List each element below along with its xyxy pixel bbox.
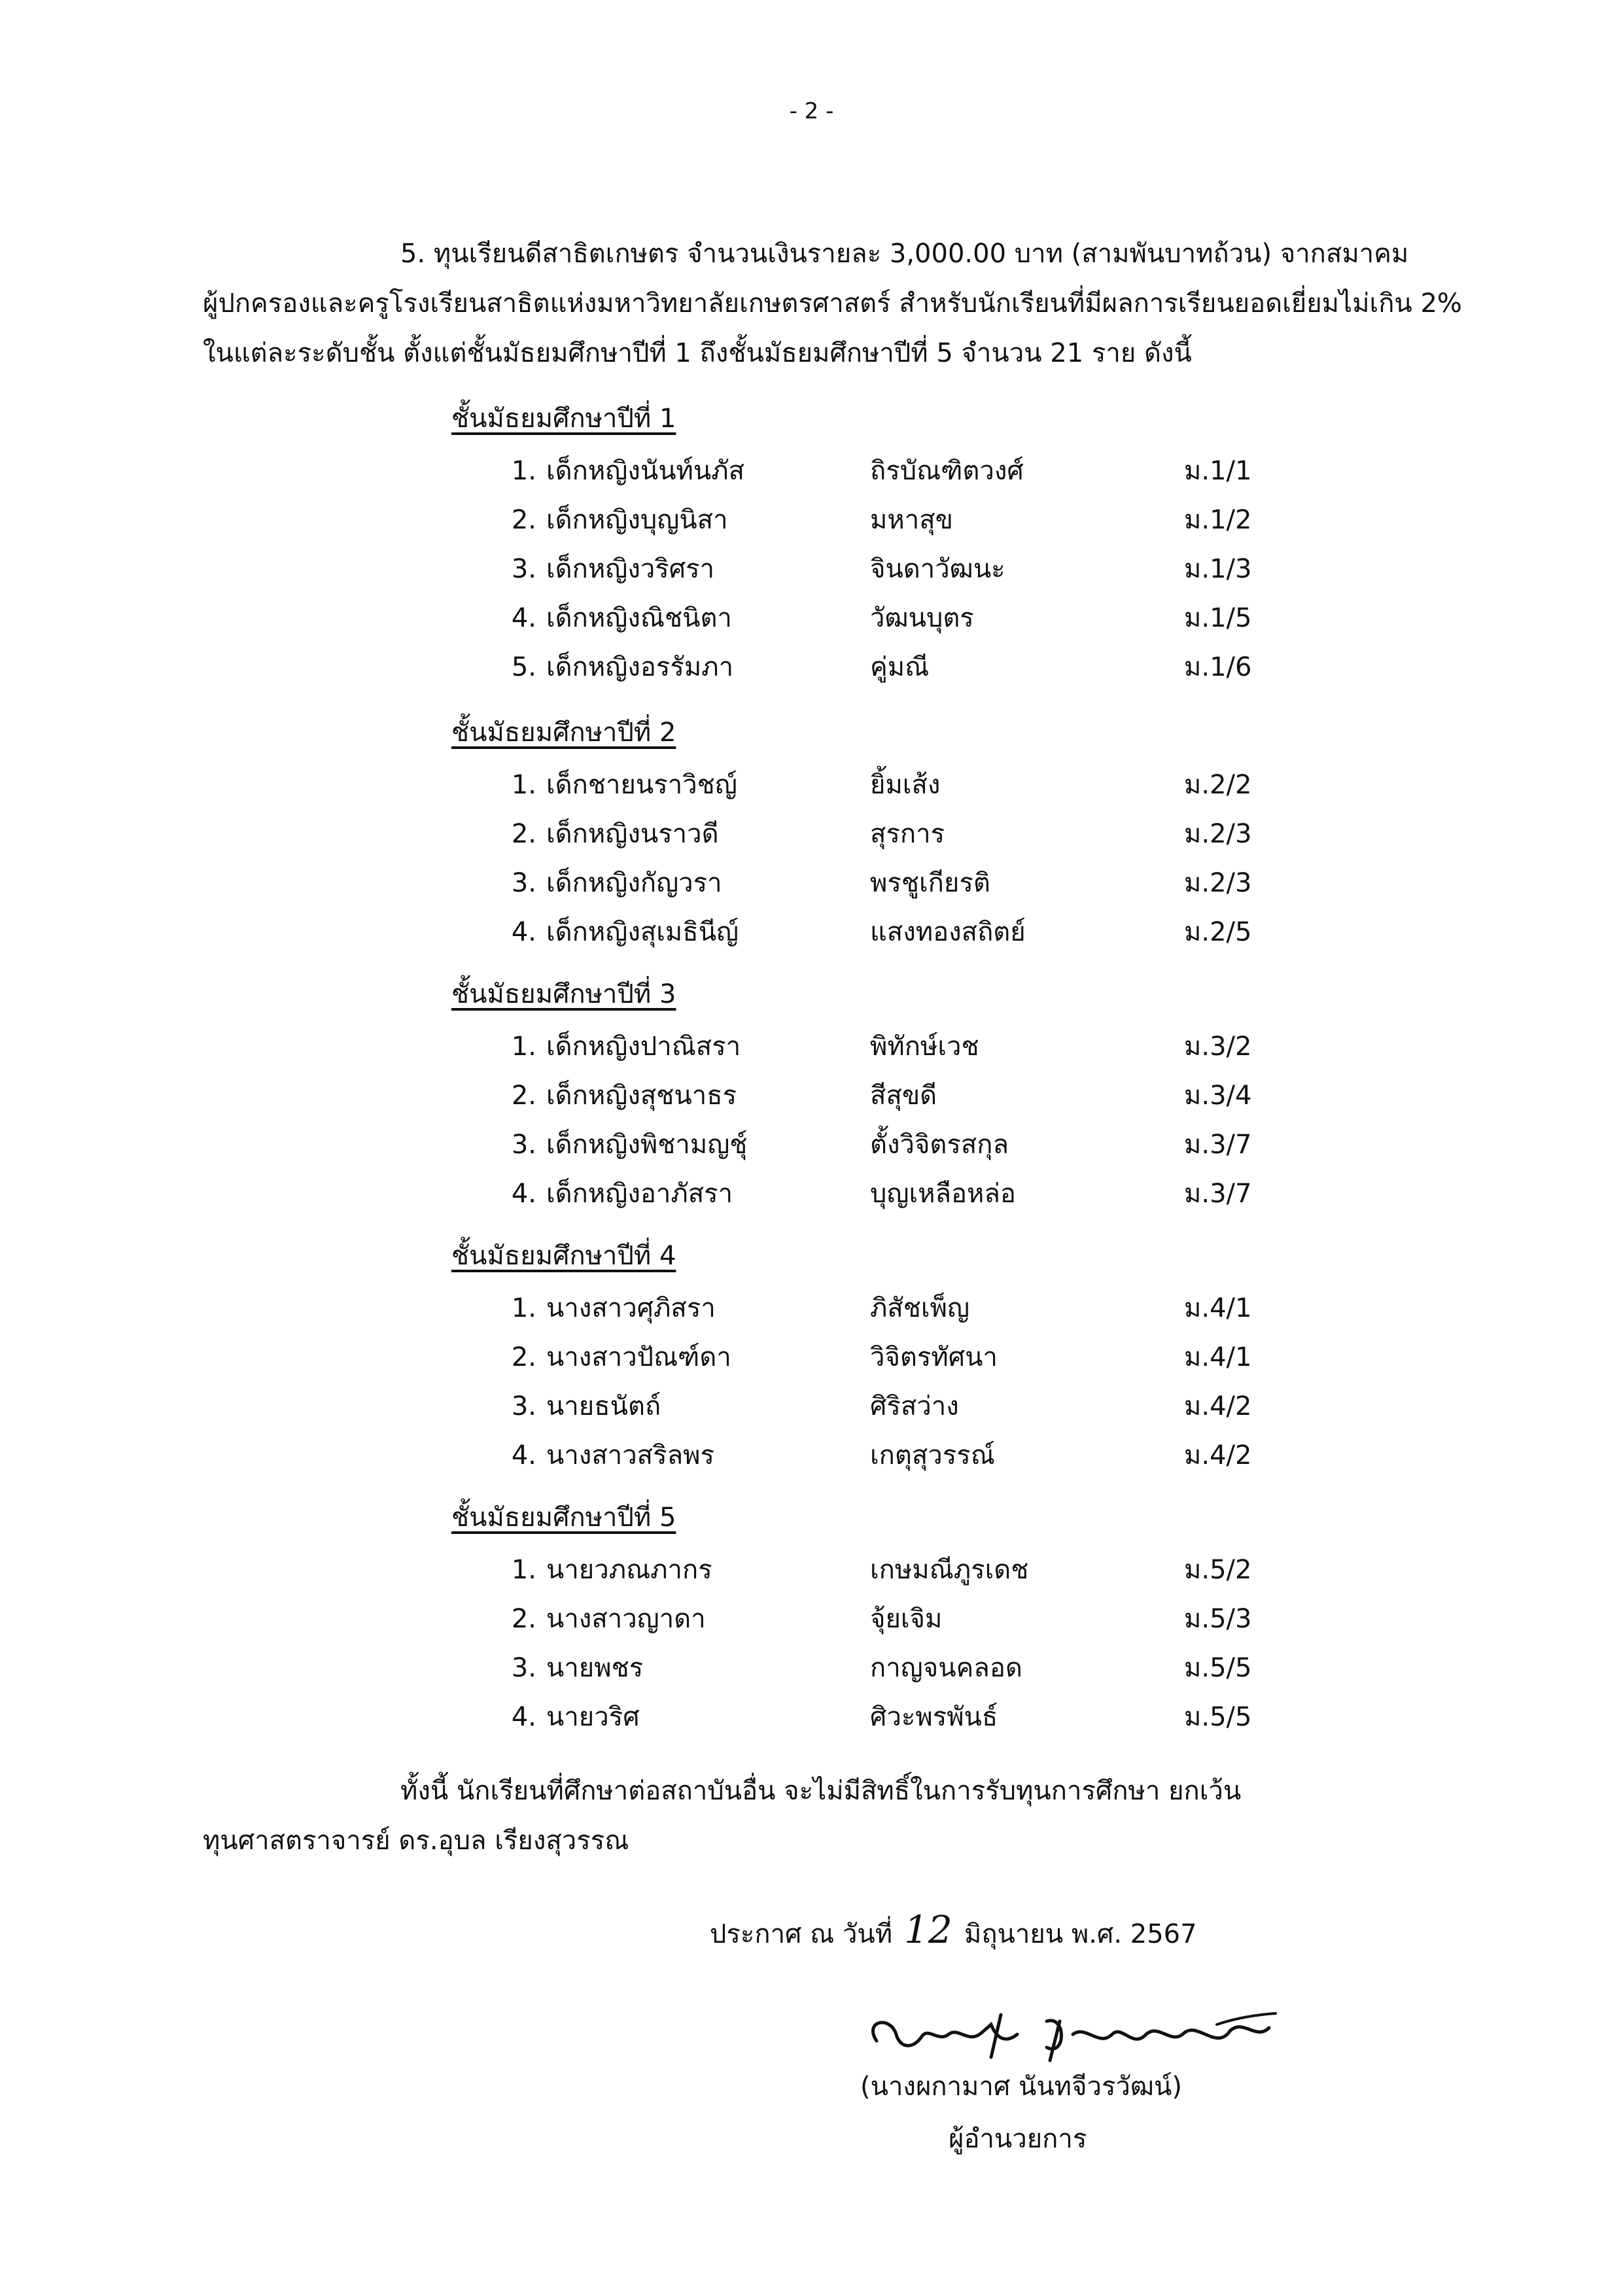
student-name: เด็กหญิงสุเมธินีญ์: [546, 917, 739, 947]
student-name: นายวริศ: [546, 1702, 640, 1732]
student-number: 1.: [511, 1293, 536, 1323]
student-number: 5.: [511, 652, 536, 682]
student-surname: สีสุขดี: [870, 1081, 937, 1111]
student-name: เด็กหญิงวริศรา: [546, 554, 715, 584]
student-name: เด็กหญิงกัญวรา: [546, 868, 722, 898]
student-surname: เกษมณีภูรเดช: [870, 1555, 1029, 1585]
student-row: [203, 648, 1446, 687]
student-number: 1.: [511, 456, 536, 486]
announcement-day: 12: [904, 1907, 952, 1952]
section-title: ชั้นมัธยมศึกษาปีที่ 1: [451, 404, 676, 434]
student-name: นายวภณภากร: [546, 1555, 712, 1585]
student-number: 4.: [511, 1179, 536, 1209]
student-name: นางสาวสริลพร: [546, 1440, 714, 1470]
student-number: 4.: [511, 1440, 536, 1470]
student-surname: คู่มณี: [870, 652, 930, 682]
student-row: [203, 1436, 1446, 1475]
student-row: [203, 814, 1446, 854]
student-class: ม.1/5: [1184, 603, 1252, 633]
intro-paragraph: [203, 229, 1462, 378]
signer-title: ผู้อำนวยการ: [949, 2124, 1087, 2154]
student-row: [203, 913, 1446, 952]
student-row: [203, 1599, 1446, 1639]
student-surname: วัฒนบุตร: [870, 603, 974, 633]
student-class: ม.4/2: [1184, 1440, 1252, 1470]
student-number: 1.: [511, 770, 536, 800]
student-surname: พิทักษ์เวช: [870, 1032, 979, 1062]
student-surname: วิจิตรทัศนา: [870, 1342, 998, 1372]
section-title: ชั้นมัธยมศึกษาปีที่ 3: [451, 979, 676, 1009]
student-number: 4.: [511, 1702, 536, 1732]
student-name: เด็กหญิงสุชนาธร: [546, 1081, 737, 1111]
student-class: ม.1/2: [1184, 505, 1252, 535]
page-number: - 2 -: [789, 98, 834, 124]
student-row: [203, 549, 1446, 589]
student-class: ม.3/7: [1184, 1179, 1252, 1209]
student-row: [203, 765, 1446, 805]
student-row: [203, 1387, 1446, 1426]
student-name: นางสาวปัณฑ์ดา: [546, 1342, 731, 1372]
student-number: 1.: [511, 1032, 536, 1062]
student-number: 3.: [511, 554, 536, 584]
student-surname: บุญเหลือหล่อ: [870, 1179, 1016, 1209]
announcement-prefix: ประกาศ ณ วันที่: [710, 1919, 893, 1949]
student-surname: ถิรบัณฑิตวงศ์: [870, 456, 1024, 486]
student-class: ม.5/3: [1184, 1604, 1252, 1634]
student-surname: กาญจนคลอด: [870, 1653, 1022, 1683]
student-number: 2.: [511, 1342, 536, 1372]
student-row: [203, 1174, 1446, 1213]
signer-name: (นางผกามาศ นันทจีวรวัฒน์): [860, 2072, 1182, 2102]
student-name: เด็กหญิงนันท์นภัส: [546, 456, 745, 486]
student-row: [203, 863, 1446, 903]
announcement-suffix: มิถุนายน พ.ศ. 2567: [964, 1919, 1197, 1949]
student-surname: ศิริสว่าง: [870, 1391, 959, 1421]
student-surname: พรชูเกียรติ: [870, 868, 990, 898]
student-name: เด็กหญิงอาภัสรา: [546, 1179, 733, 1209]
student-name: เด็กหญิงณิชนิตา: [546, 603, 732, 633]
section-title: ชั้นมัธยมศึกษาปีที่ 2: [451, 718, 676, 748]
student-class: ม.2/2: [1184, 770, 1252, 800]
student-row: [203, 1550, 1446, 1590]
student-number: 2.: [511, 505, 536, 535]
student-row: [203, 599, 1446, 638]
intro-line-2: ผู้ปกครองและครูโรงเรียนสาธิตแห่งมหาวิทยาลัยเกษตรศาสตร์ สำหรับนักเรียนที่มีผลการเรียนยอดเยี่ยมไม่เกิน 2%: [203, 288, 1462, 319]
intro-line-3: ในแต่ละระดับชั้น ตั้งแต่ชั้นมัธยมศึกษาปีที่ 1 ถึงชั้นมัธยมศึกษาปีที่ 5 จำนวน 21 ราย ดังนี้: [203, 338, 1192, 368]
student-name: นางสาวญาดา: [546, 1604, 706, 1634]
student-class: ม.1/3: [1184, 554, 1252, 584]
student-surname: สุรการ: [870, 819, 945, 849]
student-class: ม.2/3: [1184, 868, 1252, 898]
closing-line-2: ทุนศาสตราจารย์ ดร.อุบล เรียงสุวรรณ: [203, 1826, 629, 1856]
student-row: [203, 1648, 1446, 1688]
student-class: ม.3/2: [1184, 1032, 1252, 1062]
student-surname: เกตุสุวรรณ์: [870, 1440, 995, 1470]
student-class: ม.4/2: [1184, 1391, 1252, 1421]
section-title: ชั้นมัธยมศึกษาปีที่ 5: [451, 1503, 676, 1533]
section-title: ชั้นมัธยมศึกษาปีที่ 4: [451, 1241, 676, 1271]
closing-line-1: ทั้งนี้ นักเรียนที่ศึกษาต่อสถาบันอื่น จะไม่มีสิทธิ์ในการรับทุนการศึกษา ยกเว้น: [400, 1776, 1242, 1806]
student-class: ม.2/5: [1184, 917, 1252, 947]
student-name: เด็กหญิงนราวดี: [546, 819, 719, 849]
student-number: 4.: [511, 917, 536, 947]
student-class: ม.5/5: [1184, 1653, 1252, 1683]
student-surname: จินดาวัฒนะ: [870, 554, 1005, 584]
student-surname: มหาสุข: [870, 505, 953, 535]
student-class: ม.4/1: [1184, 1342, 1252, 1372]
student-name: เด็กหญิงพิชามญชุ์: [546, 1130, 748, 1160]
student-class: ม.3/7: [1184, 1130, 1252, 1160]
student-surname: ตั้งวิจิตรสกุล: [870, 1130, 1009, 1160]
student-surname: ภิสัชเพ็ญ: [870, 1293, 970, 1323]
student-name: เด็กหญิงบุญนิสา: [546, 505, 728, 535]
student-surname: ศิวะพรพันธ์: [870, 1702, 998, 1732]
announcement-date: [710, 1907, 1197, 1954]
student-surname: แสงทองสถิตย์: [870, 917, 1026, 947]
student-number: 4.: [511, 603, 536, 633]
student-row: [203, 500, 1446, 540]
student-surname: จุ้ยเจิม: [870, 1604, 943, 1634]
student-name: นายธนัตถ์: [546, 1391, 661, 1421]
student-class: ม.3/4: [1184, 1081, 1252, 1111]
student-class: ม.2/3: [1184, 819, 1252, 849]
student-number: 1.: [511, 1555, 536, 1585]
student-class: ม.5/2: [1184, 1555, 1252, 1585]
student-class: ม.5/5: [1184, 1702, 1252, 1732]
student-name: นางสาวศุภิสรา: [546, 1293, 716, 1323]
student-name: เด็กชายนราวิชญ์: [546, 770, 737, 800]
student-row: [203, 1338, 1446, 1377]
student-surname: ยิ้มเส้ง: [870, 770, 941, 800]
student-name: เด็กหญิงอรรัมภา: [546, 652, 734, 682]
student-number: 3.: [511, 1130, 536, 1160]
closing-paragraph: [203, 1766, 1446, 1866]
student-row: [203, 1076, 1446, 1115]
student-number: 3.: [511, 1391, 536, 1421]
student-class: ม.1/1: [1184, 456, 1252, 486]
student-name: เด็กหญิงปาณิสรา: [546, 1032, 741, 1062]
student-row: [203, 451, 1446, 491]
student-number: 3.: [511, 1653, 536, 1683]
student-number: 2.: [511, 1081, 536, 1111]
student-name: นายพชร: [546, 1653, 644, 1683]
student-class: ม.4/1: [1184, 1293, 1252, 1323]
student-row: [203, 1289, 1446, 1328]
student-number: 3.: [511, 868, 536, 898]
student-number: 2.: [511, 819, 536, 849]
student-row: [203, 1125, 1446, 1164]
intro-line-1: 5. ทุนเรียนดีสาธิตเกษตร จำนวนเงินรายละ 3,000.00 บาท (สามพันบาทถ้วน) จากสมาคม: [400, 239, 1409, 269]
student-number: 2.: [511, 1604, 536, 1634]
student-row: [203, 1027, 1446, 1066]
student-row: [203, 1697, 1446, 1737]
student-class: ม.1/6: [1184, 652, 1252, 682]
